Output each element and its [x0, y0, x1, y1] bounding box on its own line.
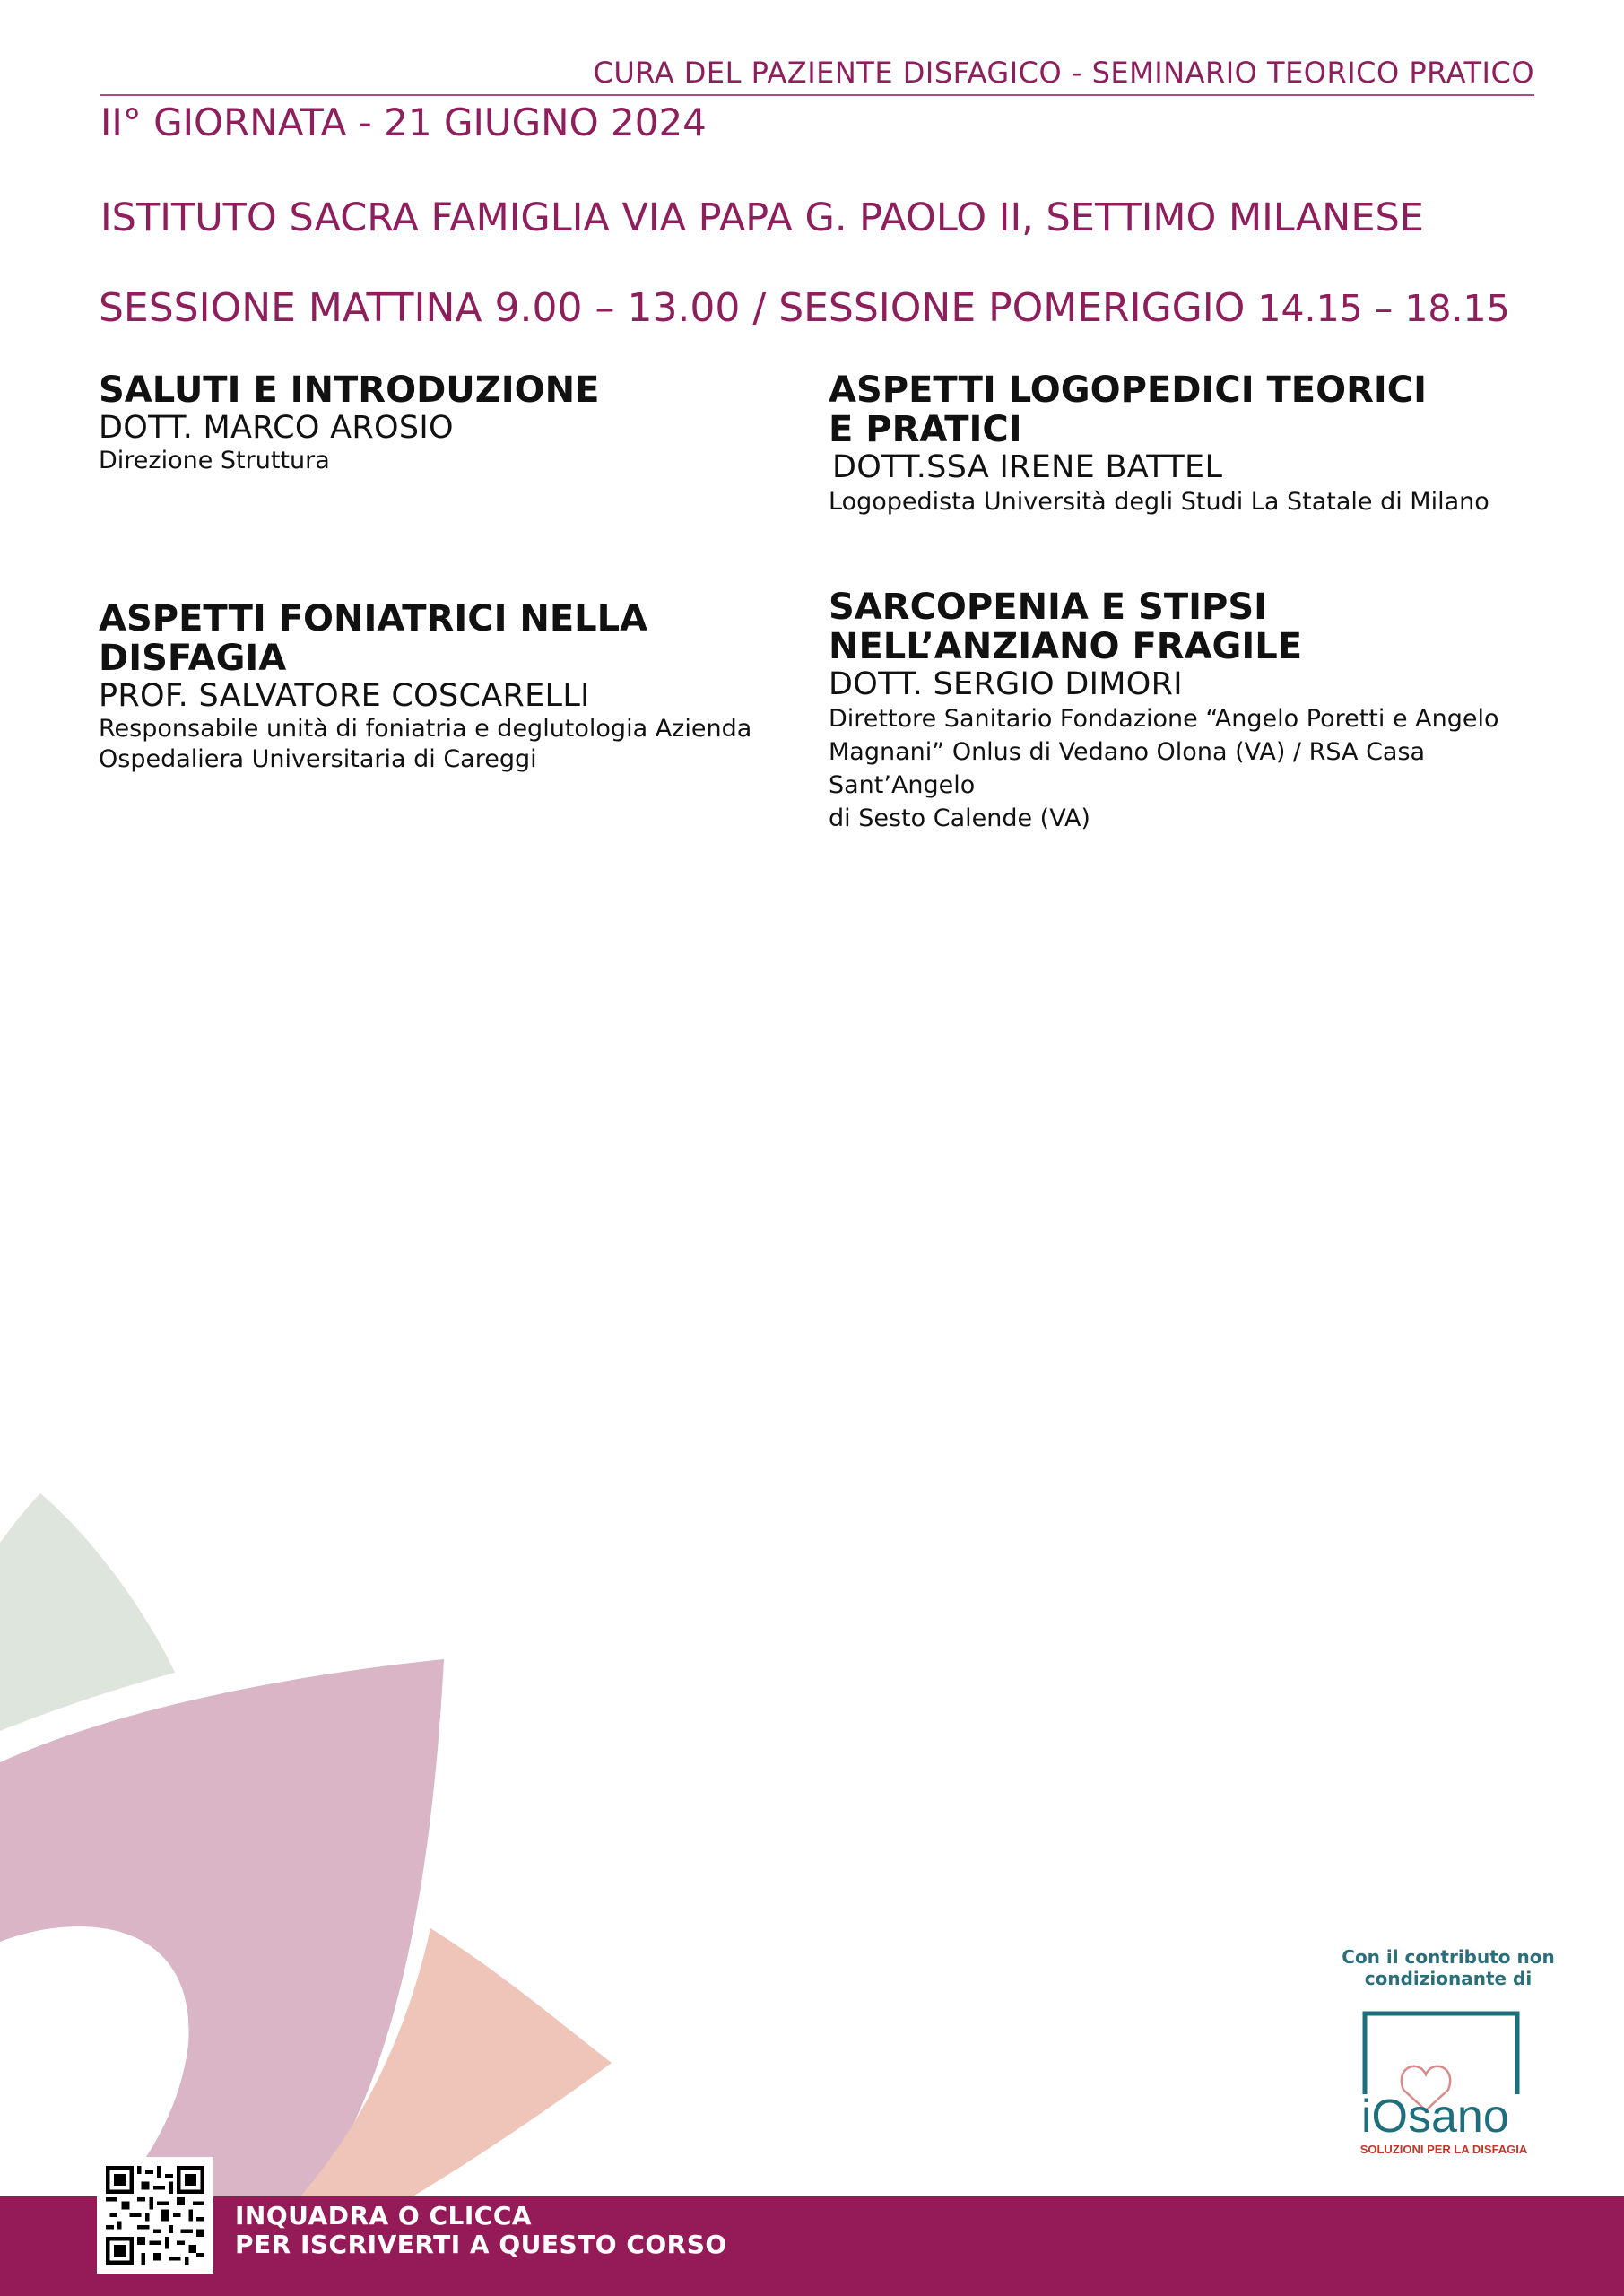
- speaker-name: DOTT. SERGIO DIMORI: [829, 666, 1183, 702]
- logo-wordmark: iOsano: [1361, 2091, 1509, 2143]
- talk-block-sarcopenia: [829, 587, 1546, 835]
- afternoon-times: 14.15 – 18.15: [1257, 287, 1510, 330]
- speaker-role-line3: di Sesto Calende (VA): [829, 804, 1090, 832]
- cta-line1: INQUADRA O CLICCA: [235, 2201, 533, 2231]
- day-title: II° GIORNATA - 21 GIUGNO 2024: [100, 100, 707, 144]
- speaker-role-line2: Magnani” Onlus di Vedano Olona (VA) / RSA Casa Sant’Angelo: [829, 738, 1426, 799]
- speaker-name: PROF. SALVATORE COSCARELLI: [99, 678, 590, 714]
- sage-petal: [0, 1493, 175, 1731]
- speaker-name: DOTT.SSA IRENE BATTEL: [832, 449, 1223, 485]
- header-divider: [100, 94, 1534, 96]
- sponsor-label: [1327, 1946, 1569, 1989]
- registration-cta[interactable]: [235, 2202, 727, 2259]
- talk-title-line2: NELL’ANZIANO FRAGILE: [829, 626, 1303, 667]
- talk-block-phoniatric: [99, 599, 798, 775]
- qr-code-icon: [106, 2166, 204, 2265]
- talk-title-line1: ASPETTI LOGOPEDICI TEORICI: [829, 370, 1428, 411]
- speaker-role-line1: Direttore Sanitario Fondazione “Angelo Poretti e Angelo: [829, 705, 1499, 733]
- talk-block-logopedic: [829, 370, 1546, 517]
- course-title: CURA DEL PAZIENTE DISFAGICO - SEMINARIO TEORICO PRATICO: [593, 56, 1534, 90]
- logo-tagline: SOLUZIONI PER LA DISFAGIA: [1359, 2143, 1528, 2156]
- session-times: [99, 285, 1510, 331]
- talk-title: ASPETTI FONIATRICI NELLA DISFAGIA: [99, 598, 648, 679]
- talk-block-introduction: [99, 370, 780, 476]
- venue: ISTITUTO SACRA FAMIGLIA VIA PAPA G. PAOLO II, SETTIMO MILANESE: [100, 196, 1424, 240]
- cta-line2: PER ISCRIVERTI A QUESTO CORSO: [235, 2230, 727, 2259]
- sponsor-label-line2: condizionante di: [1364, 1968, 1533, 1989]
- iosano-logo: [1354, 2005, 1533, 2161]
- talk-title-line1: SARCOPENIA E STIPSI: [829, 587, 1268, 628]
- registration-qr-code[interactable]: [97, 2157, 213, 2274]
- session-label: SESSIONE MATTINA 9.00 – 13.00 / SESSIONE POMERIGGIO: [99, 285, 1258, 331]
- sponsor-label-line1: Con il contributo non: [1342, 1946, 1555, 1968]
- speaker-role: Direzione Struttura: [99, 447, 330, 474]
- talk-title-line2: E PRATICI: [829, 409, 1022, 450]
- speaker-role-line2: Ospedaliera Universitaria di Careggi: [99, 745, 537, 773]
- talk-title: SALUTI E INTRODUZIONE: [99, 370, 600, 411]
- speaker-name: DOTT. MARCO AROSIO: [99, 410, 454, 446]
- speaker-role: Logopedista Università degli Studi La Statale di Milano: [829, 488, 1489, 516]
- speaker-role-line1: Responsabile unità di foniatria e deglutologia Azienda: [99, 715, 752, 743]
